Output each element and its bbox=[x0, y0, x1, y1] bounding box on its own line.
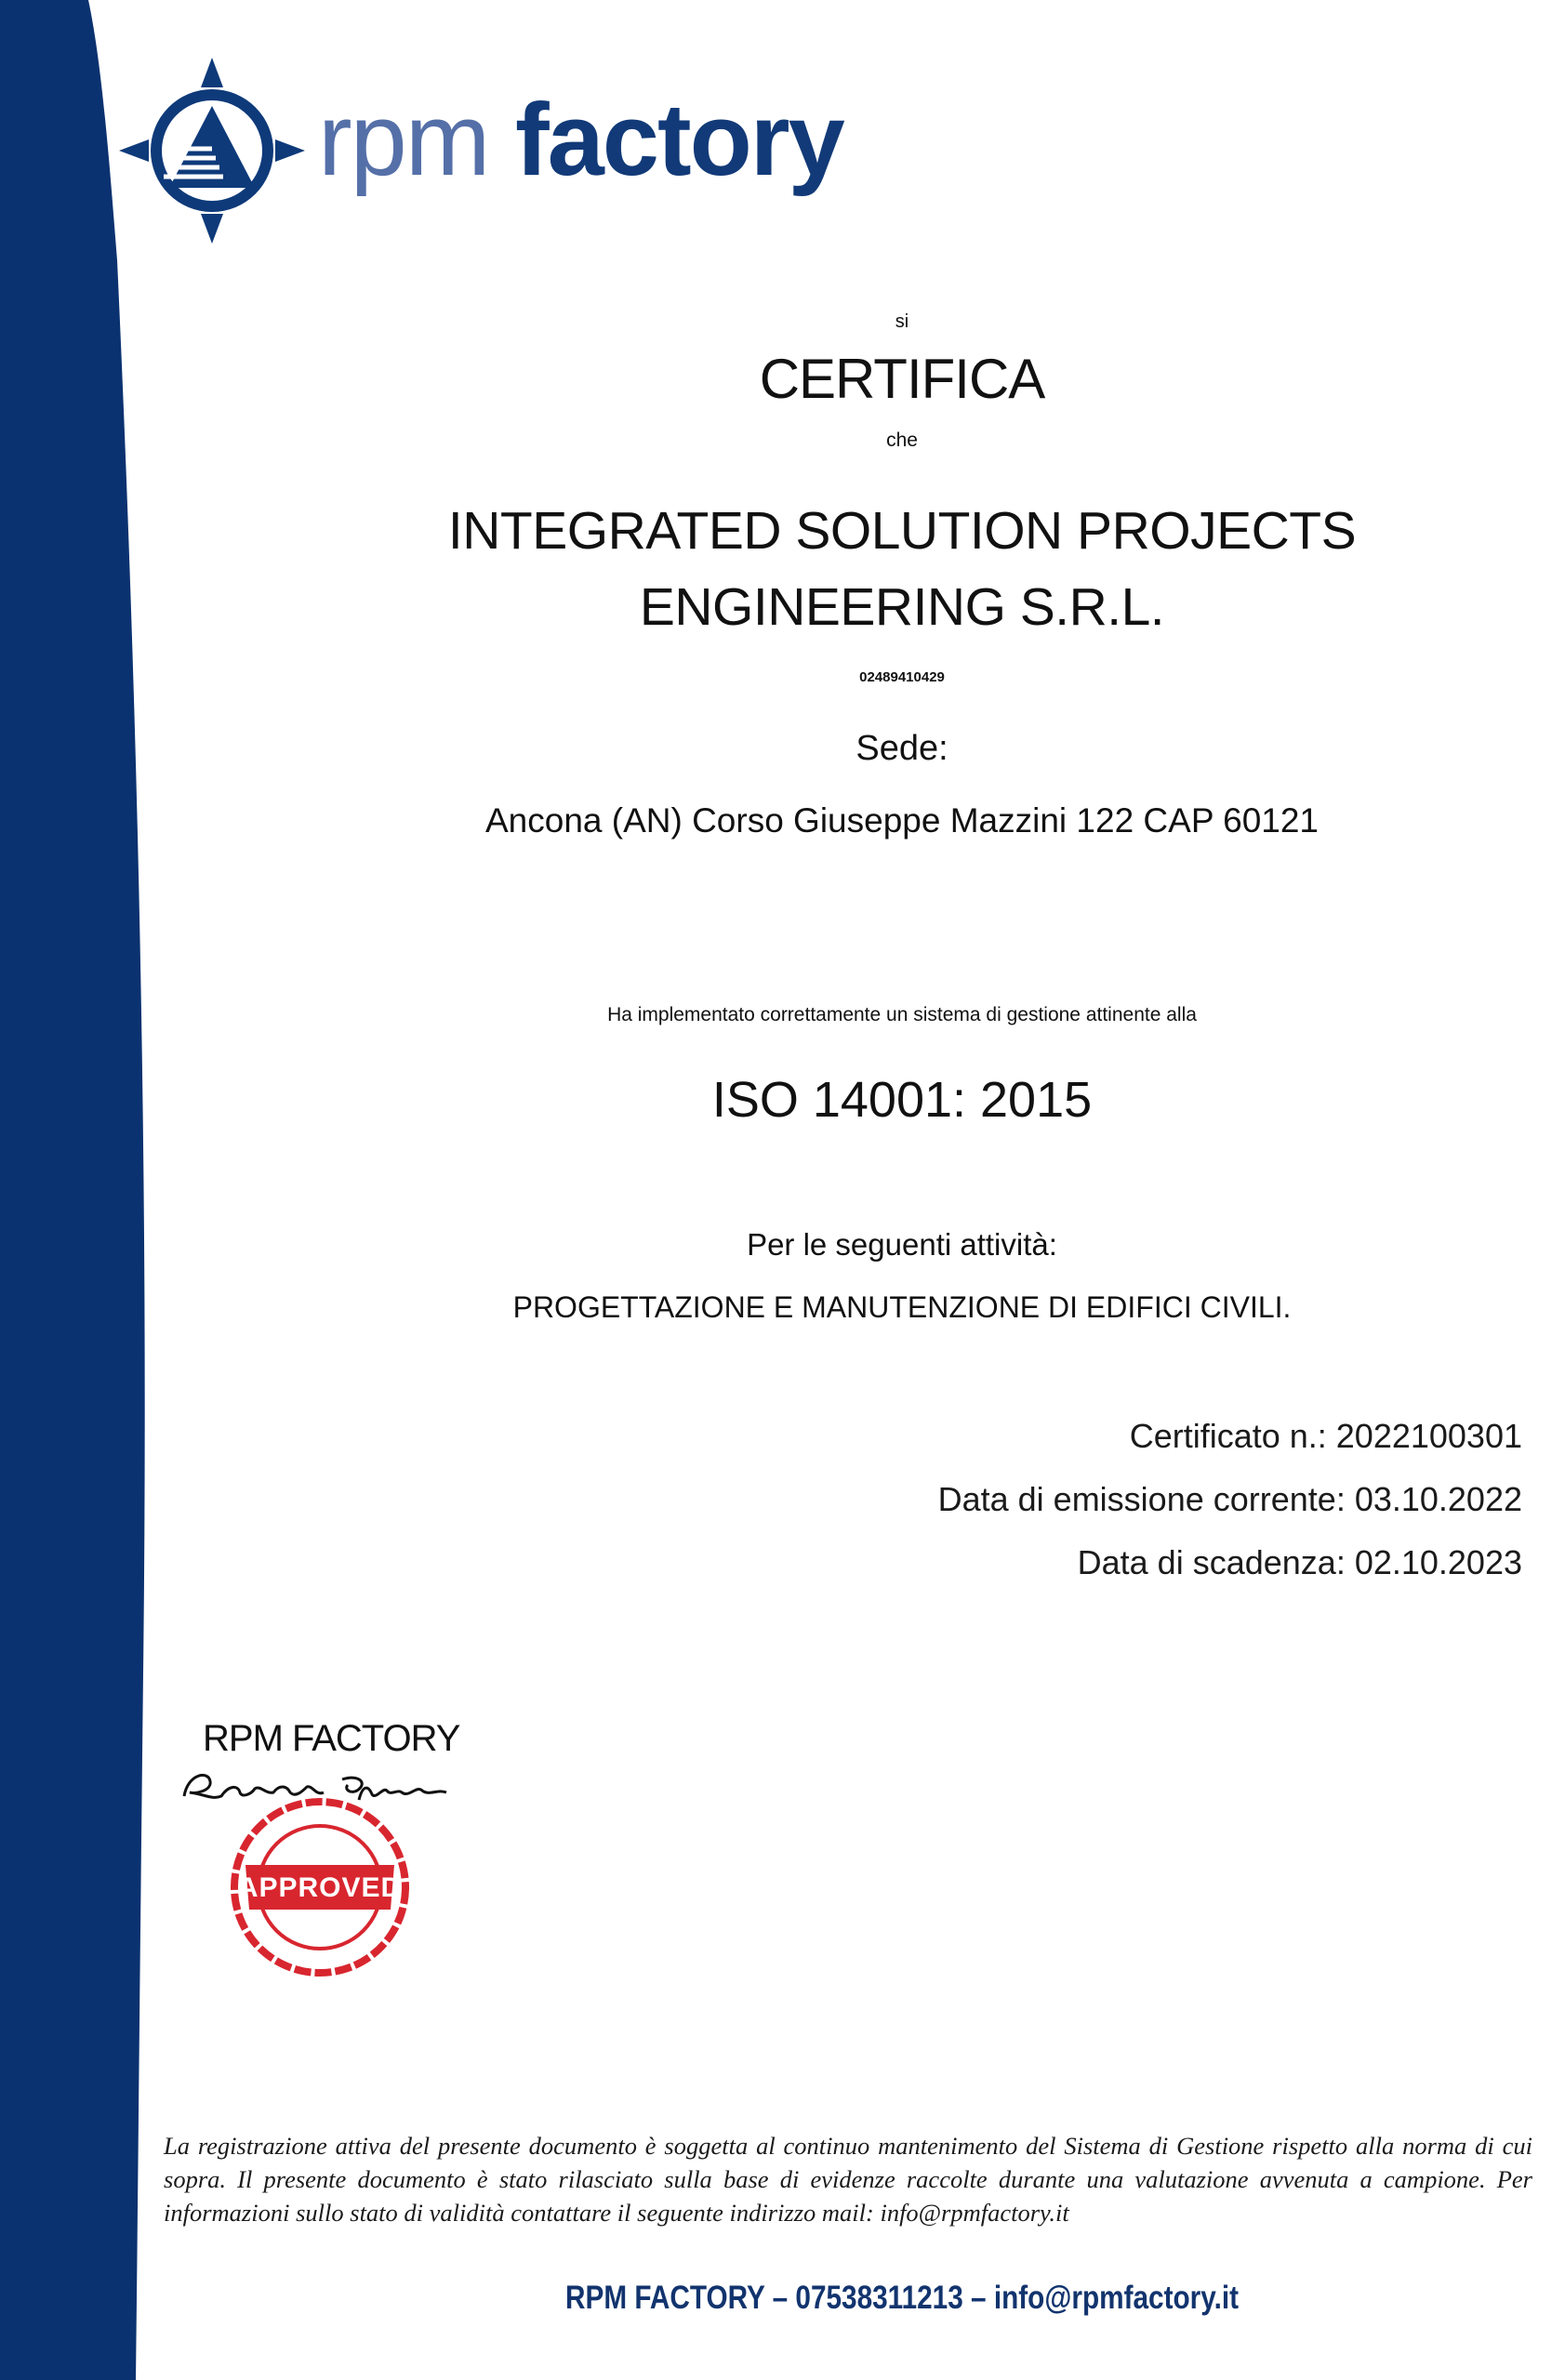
activities-description: PROGETTAZIONE E MANUTENZIONE DI EDIFICI CIVILI. bbox=[512, 1290, 1292, 1324]
company-address: Ancona (AN) Corso Giuseppe Mazzini 122 CAP 60121 bbox=[484, 801, 1320, 840]
brand-wordmark bbox=[318, 83, 843, 197]
seat-label: Sede: bbox=[855, 729, 948, 768]
expiry-date: Data di scadenza: 02.10.2023 bbox=[1077, 1543, 1522, 1581]
intro-text: si bbox=[895, 311, 909, 332]
disclaimer-text: La registrazione attiva del presente documento è soggetta al continuo mantenimento del Sistema di Gestione rispetto alla norma di cui sopra. Il presente documento è stato rilasciato sulla base di evidenze raccolte durante una valutazione avvenuta a campione. Per informazioni sullo stato di validità contattare il seguente indirizzo mail: info@rpmfactory.it bbox=[164, 2132, 1532, 2227]
signature-company: RPM FACTORY bbox=[203, 1718, 460, 1759]
company-name-line2: ENGINEERING S.R.L. bbox=[639, 577, 1165, 637]
footer-contact: RPM FACTORY – 07538311213 – info@rpmfactory.it bbox=[564, 2280, 1240, 2316]
iso-standard: ISO 14001: 2015 bbox=[711, 1072, 1093, 1128]
certification-statement: Ha implementato correttamente un sistema di gestione attinente alla bbox=[607, 1004, 1197, 1025]
brand-name-light: rpm bbox=[318, 83, 515, 197]
approved-stamp-icon bbox=[227, 1794, 413, 1980]
brand-name-bold: factory bbox=[515, 83, 843, 197]
certificate-number: Certificato n.: 2022100301 bbox=[1129, 1417, 1522, 1455]
certificate-title: CERTIFICA bbox=[759, 348, 1045, 410]
stamp-word: APPROVED bbox=[237, 1872, 403, 1903]
issue-date: Data di emissione corrente: 03.10.2022 bbox=[937, 1480, 1522, 1518]
vat-number: 02489410429 bbox=[859, 669, 945, 685]
connector-text: che bbox=[886, 430, 918, 451]
compass-logo-icon bbox=[119, 58, 305, 244]
company-name-line1: INTEGRATED SOLUTION PROJECTS bbox=[447, 501, 1357, 561]
activities-label: Per le seguenti attività: bbox=[747, 1227, 1057, 1262]
